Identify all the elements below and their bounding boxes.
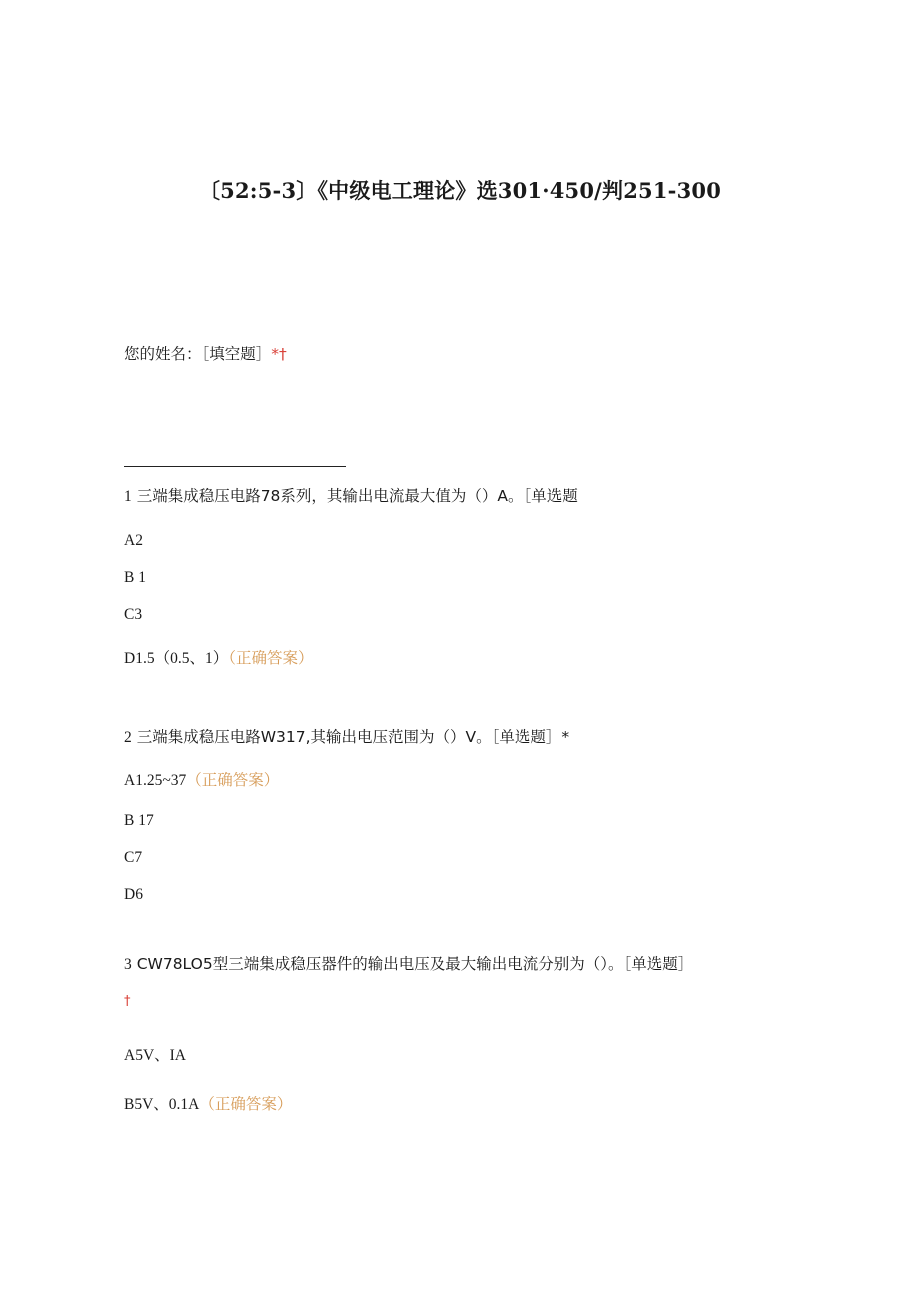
name-answer-blank-line[interactable] (124, 466, 346, 467)
question-2-option-c[interactable] (124, 848, 142, 868)
question-1-option-c[interactable] (124, 605, 142, 625)
question-1-option-d[interactable] (124, 648, 313, 669)
question-2-stem (124, 727, 569, 748)
option-text: B 17 (124, 812, 154, 829)
required-marker: *† (271, 345, 287, 363)
option-text: A1.25~37 (124, 772, 187, 789)
question-2-number: 2 (124, 729, 132, 746)
question-3-number: 3 (124, 956, 132, 973)
question-1-stem (124, 486, 578, 507)
question-3-option-a[interactable] (124, 1046, 186, 1066)
question-3-option-b[interactable] (124, 1094, 292, 1115)
question-2-option-d[interactable] (124, 885, 143, 905)
document-title: 〔52:5-3〕《中级电工理论》选301·450/判251-300 (198, 178, 722, 203)
question-3-stem (124, 954, 693, 975)
option-text: D6 (124, 886, 143, 903)
option-text: A5V、IA (124, 1047, 186, 1064)
question-1-option-a[interactable] (124, 531, 143, 551)
option-text: A2 (124, 532, 143, 549)
option-text: C7 (124, 849, 143, 866)
name-question-label: 您的姓名：［填空题］ (124, 345, 272, 363)
question-3-required-marker: † (124, 994, 131, 1009)
question-3-text: CW78LO5型三端集成稳压器件的输出电压及最大输出电流分别为（）。［单选题］ (136, 955, 694, 973)
correct-answer-tag: （正确答案） (228, 649, 314, 667)
correct-answer-tag: （正确答案） (199, 1095, 293, 1113)
question-1-text: 三端集成稳压电路78系列，其输出电流最大值为（）A。［单选题 (136, 487, 578, 505)
option-text: B5V、0.1A (124, 1096, 200, 1113)
option-text: D1.5（0.5、1） (124, 650, 229, 667)
option-text: C3 (124, 606, 143, 623)
question-1-option-b[interactable] (124, 568, 146, 588)
question-2-option-a[interactable] (124, 770, 279, 791)
name-question (124, 344, 287, 364)
option-text: B 1 (124, 569, 146, 586)
question-1-number: 1 (124, 488, 132, 505)
question-2-option-b[interactable] (124, 811, 154, 831)
question-2-text: 三端集成稳压电路W317,其输出电压范围为（）V。［单选题］* (136, 728, 570, 746)
correct-answer-tag: （正确答案） (186, 771, 280, 789)
